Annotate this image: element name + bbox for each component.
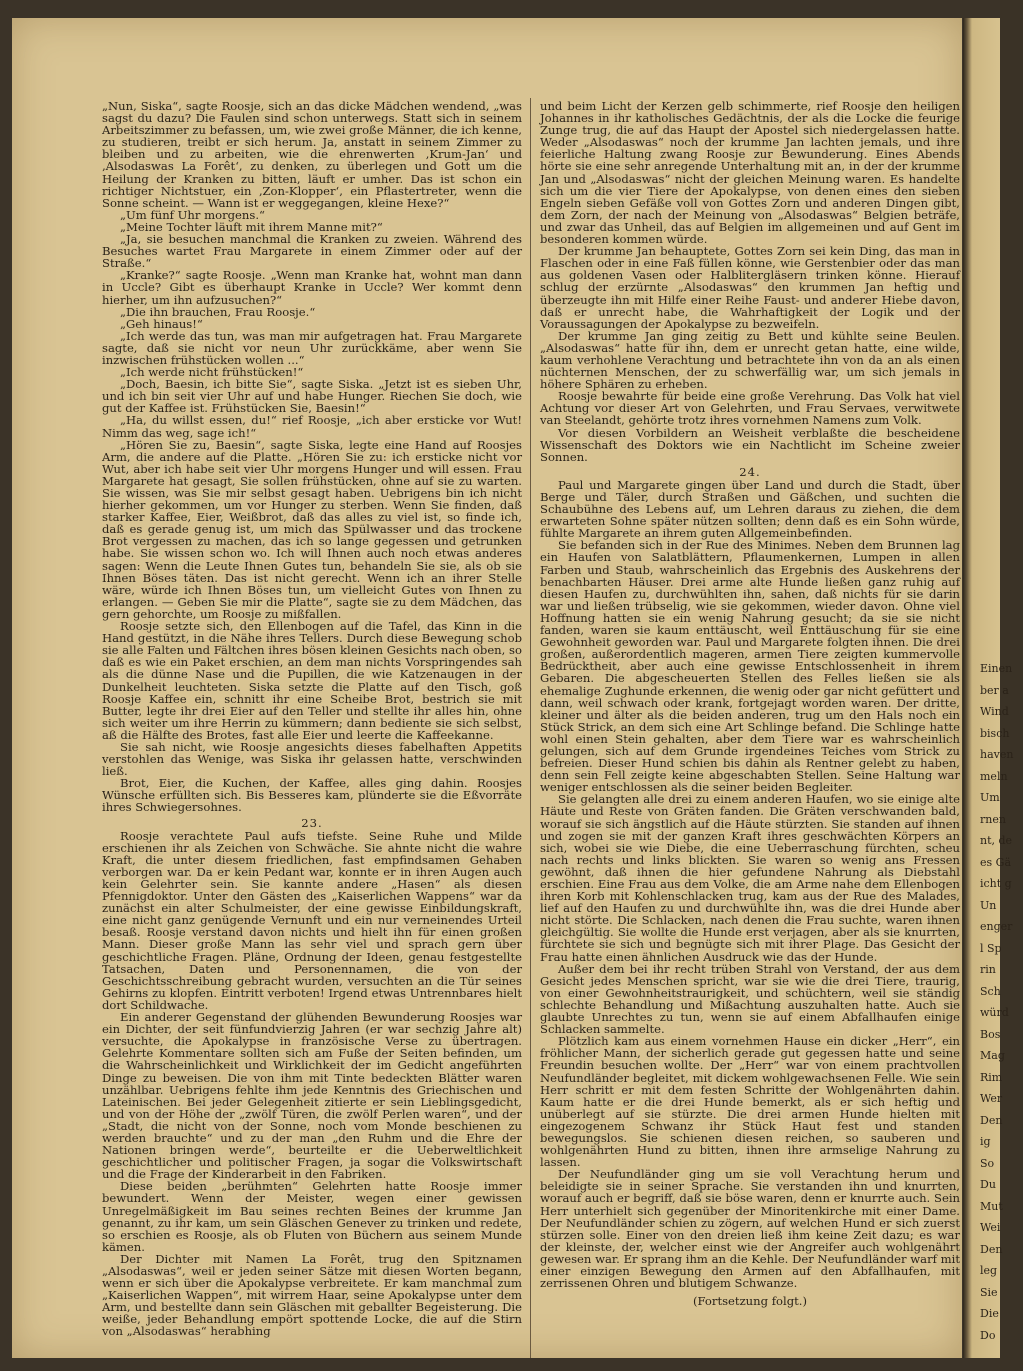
paragraph: „Ich werde nicht frühstücken!“ bbox=[120, 365, 304, 380]
paragraph: Roosje verachtete Paul aufs tiefste. Seine Ruhe und Milde erschienen ihr als Zeichen von Schwäche. Sie ahnte nicht die wahre Kraft, die unter diesem friedlichen, fast empfindsamen Gehaben verborgen war. Da er kein Pedant war, konnte er in ihren Augen auch kein Gelehrter sein. Sie kannte andere „Hasen“ als diesen Pfennigdoktor. Unter den Gästen des „Kaiserlichen Wappens“ war da zunächst ein alter Schulmeister, der eine gewisse Einbildungskraft, eine nicht ganz genügende Vernunft und ein nur verneinendes Urteil besaß. Roosje verstand davon nichts und hielt ihn für einen großen Mann. Dieser große Mann las sehr viel und sprach gern über geschichtliche Fragen. Pläne, Ordnung der Ideen, genau festgestellte Tatsachen, Daten und Personennamen, die von der Geschichtsschreibung gebracht wurden, versuchten an die Tür seines Gehirns zu klopfen. Eintritt verboten! Irgend etwas Untrennbares hielt dort Schildwache. bbox=[102, 828, 522, 1012]
edge-fragment: würd bbox=[980, 1006, 1009, 1019]
paragraph: „Nun, Siska“, sagte Roosje, sich an das dicke Mädchen wendend, „was sagst du dazu? Die Faulen sind schon unterwegs. Statt sich in seinem Arbeitszimmer zu befassen, um, wie zwei große Männer, die ich kenne, zu studieren, treibt er sich herum. Ja, anstatt in seinem Zimmer zu bleiben und zu arbeiten, wie die ehrenwerten ‚Krum-Jan‘ und ‚Alsodaswas La Forêt‘, zu denken, zu überlegen und Gott um die Heilung der Kranken zu bitten, läuft er umher. Das ist schon ein richtiger Nichtstuer, ein ‚Zon-Klopper‘, ein Pflastertreter, wenn die Sonne scheint. — Wann ist er weggegangen, kleine Hexe?“ bbox=[102, 99, 522, 210]
paragraph: „Geh hinaus!“ bbox=[120, 316, 203, 331]
paragraph: Der krumme Jan behauptete, Gottes Zorn sei kein Ding, das man in Flaschen oder in eine Faß füllen könne, wie Gerstenbier oder das man aus goldenen Vasen oder Halblitergläsern trinken könne. Hierauf schlug der erzürnte „Alsodaswas“ den krummen Jan heftig und überzeugte ihn mit Hilfe einer Reihe Faust- und anderer Hiebe davon, daß er unrecht habe, die Wahrhaftigkeit der Logik und der Voraussagungen der Apokalypse zu bezweifeln. bbox=[540, 244, 960, 331]
continuation-note: (Fortsetzung folgt.) bbox=[692, 1294, 807, 1309]
edge-fragment: bisch bbox=[980, 726, 1010, 740]
paragraph: Ein anderer Gegenstand der glühenden Bewunderung Roosjes war ein Dichter, der seit fünfundvierzig Jahren (er war sechzig Jahre alt) versuchte, die Apokalypse in französische Verse zu übertragen. Gelehrte Kommentare sollten sich am Fuße der Seiten befinden, um die Wahrscheinlichkeit und Wirklichkeit der im Gedicht angeführten Dinge zu beweisen. Die von ihm mit Tinte bedeckten Blätter waren unzählbar. Uebrigens fehlte ihm jede Kenntnis des Griechischen und Lateinischen. Bei jeder Gelegenheit zitierte er sein Lieblingsgedicht, und von der Höhe der „zwölf Türen, die zwölf Perlen waren“, und der „Stadt, die nicht von der Sonne, noch vom Monde beschienen zu werden brauchte“ und zu der man „den Ruhm und die Ehre der Nationen bringen werde“, beurteilte er die Ueberweltlichkeit geschichtlicher und politischer Fragen, ja sogar die Volkswirtschaft und die Frage der Kinderarbeit in den Fabriken. bbox=[102, 1010, 522, 1182]
edge-fragment: Wind bbox=[980, 705, 1009, 718]
paragraph: Sie befanden sich in der Rue des Minimes. Neben dem Brunnen lag ein Haufen von Salatblättern, Pflaumenkernen, Lumpen in allen Farben und Staub, wahrscheinlich das Ergebnis des Auskehrens der benachbarten Häuser. Drei arme alte Hunde ließen ganz ruhig auf diesen Haufen zu, durchwühlten ihn, sahen, daß nichts für sie darin war und ließen trübselig, wie sie gekommen, wieder davon. Ohne viel Hoffnung hatten sie ein wenig Nahrung gesucht; da sie sie nicht fanden, waren sie kaum enttäuscht, weil Enttäuschung für sie eine Gewohnheit geworden war. Paul und Margarete folgten ihnen. Die drei großen, außerordentlich mageren, armen Tiere zeigten kummervolle Bedrücktheit, aber auch eine gewisse Entschlossenheit in ihrem Gebaren. Die abgescheuerten Stellen des Felles ließen sie als ehemalige Zughunde erkennen, die wenig oder gar nicht gefüttert und dann, weil schwach oder krank, fortgejagt worden waren. Der dritte, kleiner und älter als die beiden anderen, trug um den Hals noch ein Stück Strick, an dem sich eine Art Schlinge befand. Die Schlinge hatte wohl einen Stein gehalten, aber dem Tiere war es wahrscheinlich gelungen, sich auf dem Grunde irgendeines Teiches vom Strick zu befreien. Dieser Hund schien bis dahin als Rentner gelebt zu haben, denn sein Fell zeigte keine abgeschabten Stellen. Seine Haltung war weniger entschlossen als die seiner beiden Begleiter. bbox=[540, 538, 960, 795]
paragraph: Brot, Eier, die Kuchen, der Kaffee, alles ging dahin. Roosjes Wünsche erfüllten sich. Bis Besseres kam, plünderte sie die Eßvorräte ihres Schwiegersohnes. bbox=[102, 776, 522, 815]
edge-fragment: ber a bbox=[980, 683, 1009, 697]
edge-fragment: Den bbox=[980, 1242, 1003, 1256]
edge-fragment: leg bbox=[980, 1264, 998, 1277]
paragraph: Plötzlich kam aus einem vornehmen Hause ein dicker „Herr“, ein fröhlicher Mann, der sicherlich gerade gut gegessen hatte und seine Freundin besuchen wollte. Der „Herr“ war von einem prachtvollen Neufundländer begleitet, mit dickem wohlgewachsenen Felle. Wie sein Herr schritt er mit dem festen Schritte der Wohlgenährten dahin. Kaum hatte er die drei Hunde bemerkt, als er sich heftig und unüberlegt auf sie stürzte. Die drei armen Hunde hielten mit eingezogenem Schwanz ihr Stück Haut fest und standen bewegungslos. Sie schienen diesen reichen, so sauberen und wohlgenährten Hund zu bitten, ihnen ihre armselige Nahrung zu lassen. bbox=[540, 1034, 960, 1170]
paragraph: „Um fünf Uhr morgens.“ bbox=[120, 207, 265, 222]
edge-fragment: rin bbox=[980, 963, 996, 976]
chapter-number: 24. bbox=[739, 464, 761, 479]
newspaper-sheet bbox=[12, 18, 962, 1358]
paragraph: Sie sah nicht, wie Roosje angesichts dieses fabelhaften Appetits verstohlen das Wenige, was Siska ihr gelassen hatte, verschwinden ließ. bbox=[102, 739, 522, 779]
edge-fragment: Un bbox=[980, 898, 997, 912]
paragraph: Paul und Margarete gingen über Land und durch die Stadt, über Berge und Täler, durch Straßen und Gäßchen, und suchten die Schaubühne des Lebens auf, um Lehren daraus zu ziehen, die dem erwarteten Sohne später nützen sollten; denn daß es ein Sohn würde, fühlte Margarete an ihrem guten Allgemeinbefinden. bbox=[540, 477, 960, 541]
edge-fragment: es Gä bbox=[980, 855, 1011, 869]
edge-fragment: Rim bbox=[980, 1070, 1003, 1084]
paragraph: Roosje bewahrte für beide eine große Verehrung. Das Volk hat viel Achtung vor dieser Art von Gelehrten, und Frau Servaes, verwitwete van Steelandt, gehörte trotz ihres vornehmen Namens zum Volk. bbox=[540, 389, 960, 428]
edge-fragment: ig bbox=[980, 1135, 991, 1148]
edge-fragment: Sie bbox=[980, 1285, 998, 1299]
edge-fragment: Den bbox=[980, 1113, 1003, 1127]
edge-fragment: Bos bbox=[980, 1027, 1001, 1041]
chapter-number: 23. bbox=[301, 815, 323, 830]
edge-fragment: icht g bbox=[980, 877, 1012, 890]
column-divider bbox=[530, 98, 531, 1358]
paragraph: „Die ihn brauchen, Frau Roosje.“ bbox=[120, 304, 316, 319]
edge-fragment: Um bbox=[980, 791, 1000, 804]
edge-fragment: Wei bbox=[980, 1221, 1001, 1234]
paragraph: Diese beiden „berühmten“ Gelehrten hatte Roosje immer bewundert. Wenn der Meister, wegen einer gewissen Unregelmäßigkeit im Bau seines rechten Beines der krumme Jan genannt, zu ihr kam, um sein Gläschen Genever zu trinken und redete, so erschien es Roosje, als ob Fluten von Büchern aus seinem Munde kämen. bbox=[102, 1179, 522, 1254]
paragraph: Sie gelangten alle drei zu einem anderen Haufen, wo sie einige alte Häute und Reste von Gräten fanden. Die Gräten verschwanden bald, worauf sie sich ängstlich auf die Häute stürzten. Sie standen auf ihnen und zogen sie mit der ganzen Kraft ihres geschwächten Körpers an sich, wobei sie wie Diebe, die eine Ueberraschung fürchten, scheu nach rechts und links blickten. Sie waren so wenig ans Fressen gewöhnt, daß ihnen die hier gefundene Nahrung als Diebstahl erschien. Eine Frau aus dem Volke, die am Arme nahe dem Ellenbogen ihren Korb mit Kohlenschlacken trug, kam aus der Rue des Malades, lief auf den Haufen zu und durchwühlte ihn, was die drei Hunde aber nicht störte. Die Schlacken, nach denen die Frau suchte, waren ihnen gleichgültig. Sie wollte die Hunde erst verjagen, aber als sie knurrten, fürchtete sie sich und begnügte sich mit ihrer Plage. Das Gesicht der Frau hatte einen ähnlichen Ausdruck wie das der Hunde. bbox=[540, 792, 960, 964]
edge-fragment: Mag bbox=[980, 1049, 1005, 1062]
edge-fragment: enger bbox=[980, 920, 1013, 933]
edge-fragment: nt, de bbox=[980, 834, 1013, 847]
paragraph: „Ich werde das tun, was man mir aufgetragen hat. Frau Margarete sagte, daß sie nicht vor neun Uhr zurückkäme, aber wenn Sie inzwischen frühstücken wollen ...“ bbox=[102, 328, 522, 367]
edge-fragment: So bbox=[980, 1156, 995, 1170]
paragraph: „Kranke?“ sagte Roosje. „Wenn man Kranke hat, wohnt man dann in Uccle? Gibt es überhaupt Kranke in Uccle? Wer kommt denn hierher, um ihn aufzusuchen?“ bbox=[102, 268, 522, 307]
paragraph: Der Neufundländer ging um sie voll Verachtung herum und beleidigte sie in seiner Sprache. Sie verstanden ihn und knurrten, worauf auch er begriff, daß sie böse waren, denn er knurrte auch. Sein Herr unterhielt sich gegenüber der Minoritenkirche mit einer Dame. Der Neufundländer schien zu zögern, auf welchen Hund er sich zuerst stürzen solle. Einer von den dreien ließ ihm keine Zeit dazu; es war der kleinste, der, welcher einst wie der Angreifer auch wohlgenährt gewesen war. Er sprang ihm an die Kehle. Der Neufundländer warf mit einer einzigen Bewegung den Armen auf den Abfallhaufen, mit zerrissenen Ohren und blutigem Schwanze. bbox=[540, 1167, 960, 1291]
paragraph: Der krumme Jan ging zeitig zu Bett und kühlte seine Beulen. „Alsodaswas“ hatte für ihn, dem er unrecht getan hatte, eine wilde, kaum verhohlene Verachtung und betrachtete ihn von da an als einen nüchternen Menschen, der zu schwerfällig war, um sich jemals in höhere Sphären zu erheben. bbox=[540, 328, 960, 392]
adjacent-page-text bbox=[963, 658, 1023, 1346]
edge-fragment: Sch bbox=[980, 984, 1001, 998]
paragraph: „Hören Sie zu, Baesin“, sagte Siska, legte eine Hand auf Roosjes Arm, die andere auf die Platte. „Hören Sie zu: ich ersticke nicht vor Wut, aber ich habe seit vier Uhr morgens Hunger und will essen. Frau Margarete hat gesagt, Sie sollen frühstücken, ohne auf sie zu warten. Sie wissen, was Sie mir selbst gesagt haben. Uebrigens bin ich nicht hierher gekommen, um vor Hunger zu sterben. Wenn Sie finden, daß starker Kaffee, Eier, Weißbrot, daß das alles zu viel ist, so finde ich, daß es gerade genug ist, um mich das Spülwasser und das trockene Brot vergessen zu machen, das ich so lange gegessen und getrunken habe. Sie wissen schon wo. Ich will Ihnen auch noch etwas anderes sagen: Wenn die Leute Ihnen Gutes tun, behandeln Sie sie, als ob sie Ihnen Böses täten. Das ist nicht gerecht. Wenn ich an ihrer Stelle wäre, würde ich Ihnen Böses tun, um vielleicht Gutes von Ihnen zu erlangen. — Geben Sie mir die Platte“, sagte sie zu dem Mädchen, das gern gehorchte, um Roosje zu mißfallen. bbox=[102, 437, 522, 621]
paragraph: und beim Licht der Kerzen gelb schimmerte, rief Roosje den heiligen Johannes in ihr katholisches Gedächtnis, der als die Locke die feurige Zunge trug, die auf das Haupt der Apostel sich niedergelassen hatte. Weder „Alsodaswas“ noch der krumme Jan lachten jemals, und ihre feierliche Haltung zwang Roosje zur Bewunderung. Eines Abends hörte sie eine sehr anregende Unterhaltung mit an, in der der krumme Jan und „Alsodaswas“ nicht der gleichen Meinung waren. Es handelte sich um die vier Tiere der Apokalypse, von denen eines den sieben Engeln sieben Gefäße voll von Gottes Zorn und anderen Dingen gibt, dem Zorn, der nach der Meinung von „Alsodaswas“ Belgien beträfe, und zwar das Unheil, das auf Belgien im allgemeinen und auf Gent im besonderen kommen würde. bbox=[540, 99, 960, 247]
edge-fragment: l Sp bbox=[980, 941, 1002, 955]
paragraph: „Ja, sie besuchen manchmal die Kranken zu zweien. Während des Besuches wartet Frau Margarete in einem Zimmer oder auf der Straße.“ bbox=[102, 232, 522, 271]
edge-fragment: Die bbox=[980, 1307, 999, 1320]
paragraph: „Ha, du willst essen, du!“ rief Roosje, „ich aber ersticke vor Wut! Nimm das weg, sage ich!“ bbox=[102, 413, 522, 440]
binding-edge bbox=[963, 18, 1014, 1358]
edge-fragment: haven bbox=[980, 748, 1014, 761]
paragraph: „Doch, Baesin, ich bitte Sie“, sagte Siska. „Jetzt ist es sieben Uhr, und ich bin seit vier Uhr auf und habe Hunger. Riechen Sie doch, wie gut der Kaffee ist. Frühstücken Sie, Baesin!“ bbox=[102, 377, 522, 416]
edge-fragment: rnen bbox=[980, 812, 1006, 826]
edge-fragment: Du bbox=[980, 1178, 996, 1191]
edge-fragment: Einen bbox=[980, 662, 1013, 675]
paragraph: Vor diesen Vorbildern an Weisheit verblaßte die bescheidene Wissenschaft des Doktors wie ein Nachtlicht im Scheine zweier Sonnen. bbox=[540, 425, 960, 464]
right-column bbox=[540, 100, 960, 1307]
edge-fragment: Wer bbox=[980, 1092, 1003, 1105]
left-column bbox=[102, 100, 522, 1338]
edge-fragment: Mut bbox=[980, 1199, 1003, 1213]
paragraph: Außer dem bei ihr recht trüben Strahl von Verstand, der aus dem Gesicht jedes Menschen spricht, war sie wie die drei Tiere, traurig, von einer Gewohnheitstraurigkeit, und schüchtern, weil sie ständig schlechte Behandlung und Mißachtung auszuhalten hatte. Auch sie glaubte Unrechtes zu tun, wenn sie auf einem Abfallhaufen einige Schlacken sammelte. bbox=[540, 961, 960, 1037]
paragraph: Roosje setzte sich, den Ellenbogen auf die Tafel, das Kinn in die Hand gestützt, in die Nähe ihres Tellers. Durch diese Bewegung schob sie alle Falten und Fältchen ihres bösen kleinen Gesichts nach oben, so daß es wie ein Paket erschien, an dem man nichts Vorspringendes sah als die dünne Nase und die Pupillen, die wie Katzenaugen in der Dunkelheit leuchteten. Siska setzte die Platte auf den Tisch, goß Roosje Kaffee ein, schnitt ihr eine Scheibe Brot, bestrich sie mit Butter, legte ihr drei Eier auf den Teller und stellte ihr alles hin, ohne sich weiter um ihre Herrin zu kümmern; dann bediente sie sich selbst, aß die Hälfte des Brotes, fast alle Eier und leerte die Kaffeekanne. bbox=[102, 619, 522, 742]
paragraph: Der Dichter mit Namen La Forêt, trug den Spitznamen „Alsodaswas“, weil er jeden seiner Sätze mit diesen Worten begann, wenn er sich über die Apokalypse verbreitete. Er kam manchmal zum „Kaiserlichen Wappen“, mit wirrem Haar, seine Apokalypse unter dem Arm, und bestellte dann sein Gläschen mit geballter Begeisterung. Die weiße, jeder Behandlung empört spottende Locke, die auf die Stirn von „Alsodaswas“ herabhing bbox=[102, 1251, 522, 1339]
edge-fragment: Do bbox=[980, 1328, 996, 1342]
edge-fragment: meln bbox=[980, 769, 1008, 783]
paragraph: „Meine Tochter läuft mit ihrem Manne mit?“ bbox=[120, 219, 383, 234]
